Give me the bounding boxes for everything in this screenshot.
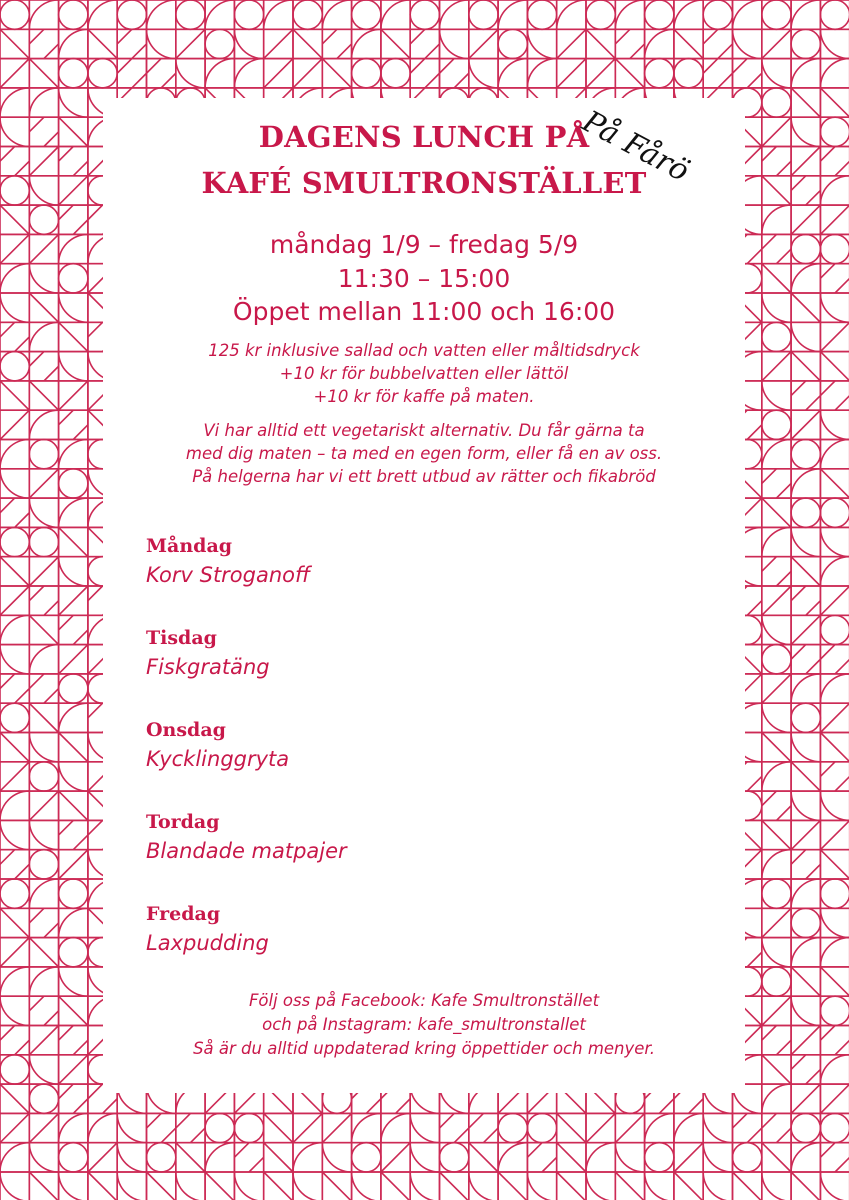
dish-friday: Laxpudding [146, 931, 269, 955]
day-tuesday: Tisdag [146, 627, 217, 649]
dish-tuesday: Fiskgratäng [146, 655, 270, 679]
dish-monday: Korv Stroganoff [146, 563, 311, 587]
price-line: +10 kr för kaffe på maten. [313, 387, 535, 406]
day-friday: Fredag [146, 903, 221, 925]
script-signature: På Fårö [576, 104, 695, 190]
day-wednesday: Onsdag [146, 719, 226, 741]
footer-line: Följ oss på Facebook: Kafe Smultronstället [248, 991, 600, 1010]
info-line: På helgerna har vi ett brett utbud av rätter och fikabröd [192, 467, 656, 486]
info-line: med dig maten – ta med en egen form, eller få en av oss. [185, 444, 663, 463]
day-monday: Måndag [146, 535, 233, 557]
dish-wednesday: Kycklinggryta [146, 747, 290, 771]
date-range: måndag 1/9 – fredag 5/9 [269, 230, 579, 259]
lunch-hours: 11:30 – 15:00 [337, 264, 511, 293]
info-line: Vi har alltid ett vegetariskt alternativ. Du får gärna ta [203, 421, 645, 440]
menu-panel [103, 98, 745, 1093]
price-line: 125 kr inklusive sallad och vatten eller måltidsdryck [208, 341, 640, 360]
title-line-2: KAFÉ SMULTRONSTÄLLET [201, 166, 647, 200]
footer-line: Så är du alltid uppdaterad kring öppettider och menyer. [193, 1039, 655, 1058]
title-line-1: DAGENS LUNCH PÅ [258, 120, 590, 154]
price-line: +10 kr för bubbelvatten eller lättöl [279, 364, 569, 383]
day-thursday: Tordag [146, 811, 220, 833]
opening-hours: Öppet mellan 11:00 och 16:00 [232, 297, 616, 326]
footer-line: och på Instagram: kafe_smultronstallet [262, 1015, 586, 1034]
dish-thursday: Blandade matpajer [146, 839, 347, 863]
